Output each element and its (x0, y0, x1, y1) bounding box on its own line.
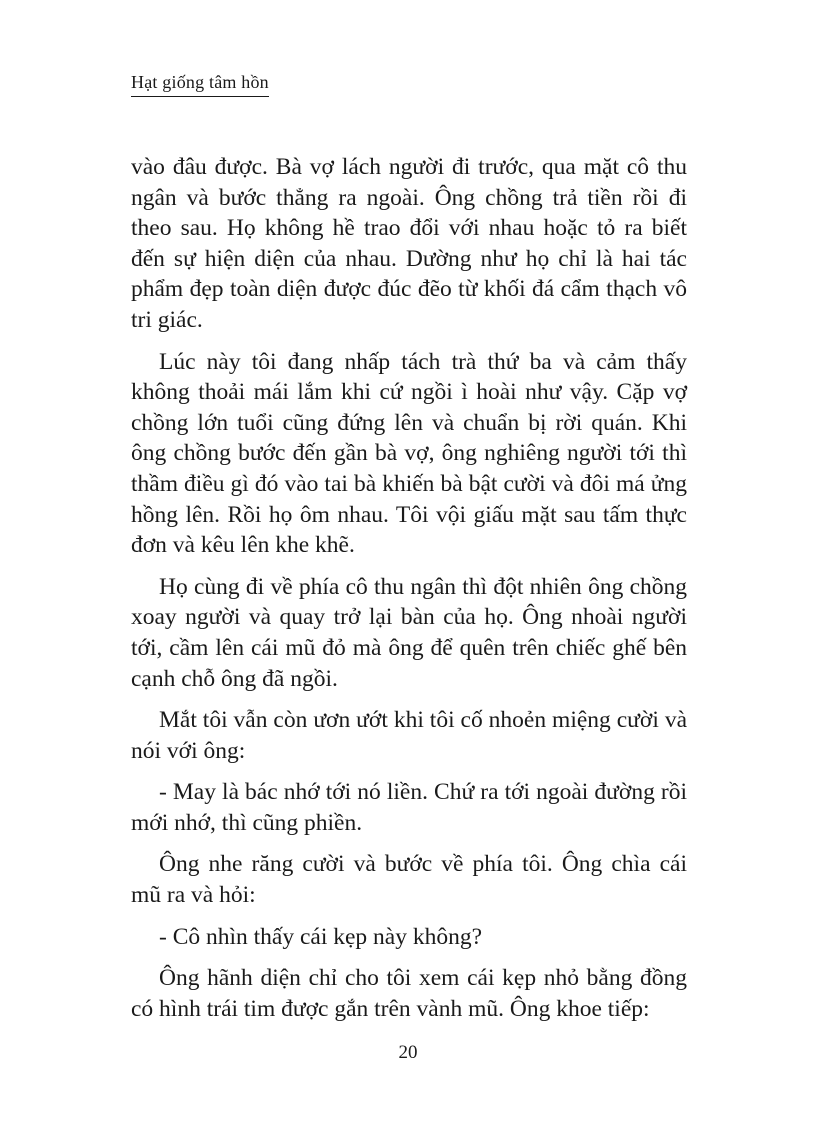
paragraph: Ông nhe răng cười và bước về phía tôi. Ông chìa cái mũ ra và hỏi: (131, 851, 687, 909)
paragraph: Ông hãnh diện chỉ cho tôi xem cái kẹp nhỏ bằng đồng có hình trái tim được gắn trên vành mũ. Ông khoe tiếp: (131, 965, 687, 1022)
page-number: 20 (398, 1042, 418, 1063)
paragraph: vào đâu được. Bà vợ lách người đi trước, qua mặt cô thu ngân và bước thẳng ra ngoài. Ông chồng trả tiền rồi đi theo sau. Họ không hề trao đổi với nhau hoặc tỏ ra biết đến sự hiện diện của nhau. Dường như họ chỉ là hai tác phẩm đẹp toàn diện được đúc đẽo từ khối đá cẩm thạch vô tri giác. (131, 154, 687, 333)
paragraph: Lúc này tôi đang nhấp tách trà thứ ba và cảm thấy không thoải mái lắm khi cứ ngồi ì hoài như vậy. Cặp vợ chồng lớn tuổi cũng đứng lên và chuẩn bị rời quán. Khi ông chồng bước đến gần bà vợ, ông nghiêng người tới thì thầm điều gì đó vào tai bà khiến bà bật cười và đôi má ửng hồng lên. Rồi họ ôm nhau. Tôi vội giấu mặt sau tấm thực đơn và kêu lên khe khẽ. (131, 348, 687, 559)
paragraph: Mắt tôi vẫn còn ươn ướt khi tôi cố nhoẻn miệng cười và nói với ông: (131, 707, 687, 764)
body-text (131, 152, 687, 1035)
paragraph: Họ cùng đi về phía cô thu ngân thì đột nhiên ông chồng xoay người và quay trở lại bàn của họ. Ông nhoài người tới, cầm lên cái mũ đỏ mà ông để quên trên chiếc ghế bên cạnh chỗ ông đã ngồi. (131, 573, 687, 692)
dialogue-line: - May là bác nhớ tới nó liền. Chứ ra tới ngoài đường rồi mới nhớ, thì cũng phiền. (131, 779, 687, 836)
running-header: Hạt giống tâm hồn (131, 72, 269, 97)
dialogue-line: - Cô nhìn thấy cái kẹp này không? (159, 923, 483, 950)
